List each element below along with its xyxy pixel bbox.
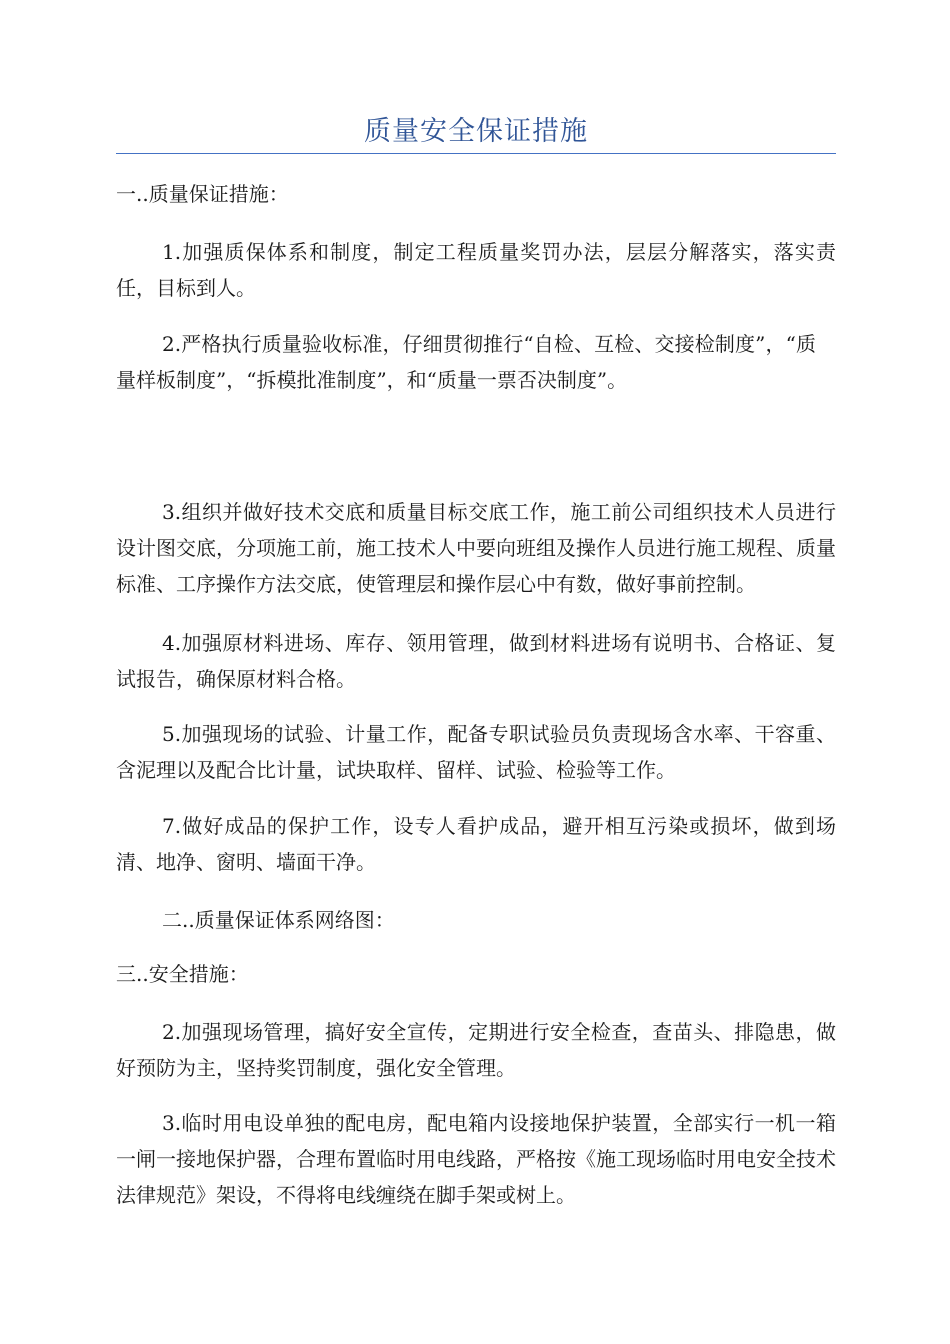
section-heading-safety: 三..安全措施： — [116, 962, 249, 986]
document-title: 质量安全保证措施 — [364, 116, 588, 147]
paragraph-quality-5: 5.加强现场的试验、计量工作，配备专职试验员负责现场含水率、干容重、含泥理以及配合比计量，试块取样、留样、试验、检验等工作。 — [116, 722, 836, 782]
paragraph-safety-2: 2.加强现场管理，搞好安全宣传，定期进行安全检查，查苗头、排隐患，做好预防为主，坚持奖罚制度，强化安全管理。 — [116, 1020, 836, 1080]
section-heading-network: 二..质量保证体系网络图： — [162, 908, 395, 932]
paragraph-quality-2: 2.严格执行质量验收标准，仔细贯彻推行“自检、互检、交接检制度”，“质量样板制度”，“拆模批准制度”，和“质量一票否决制度”。 — [116, 332, 816, 392]
paragraph-quality-7: 7.做好成品的保护工作，设专人看护成品，避开相互污染或损坏，做到场清、地净、窗明、墙面干净。 — [116, 814, 836, 874]
paragraph-safety-3: 3.临时用电设单独的配电房，配电箱内设接地保护装置，全部实行一机一箱一闸一接地保护器，合理布置临时用电线路，严格按《施工现场临时用电安全技术法律规范》架设，不得将电线缠绕在脚手架或树上。 — [116, 1111, 836, 1207]
title-underline — [116, 153, 836, 154]
paragraph-quality-3: 3.组织并做好技术交底和质量目标交底工作，施工前公司组织技术人员进行设计图交底，分项施工前，施工技术人中要向班组及操作人员进行施工规程、质量标准、工序操作方法交底，使管理层和操作层心中有数，做好事前控制。 — [116, 500, 836, 596]
section-heading-quality: 一..质量保证措施： — [116, 182, 289, 206]
paragraph-quality-4: 4.加强原材料进场、库存、领用管理，做到材料进场有说明书、合格证、复试报告，确保原材料合格。 — [116, 631, 836, 691]
paragraph-quality-1: 1.加强质保体系和制度，制定工程质量奖罚办法，层层分解落实，落实责任，目标到人。 — [116, 240, 836, 300]
